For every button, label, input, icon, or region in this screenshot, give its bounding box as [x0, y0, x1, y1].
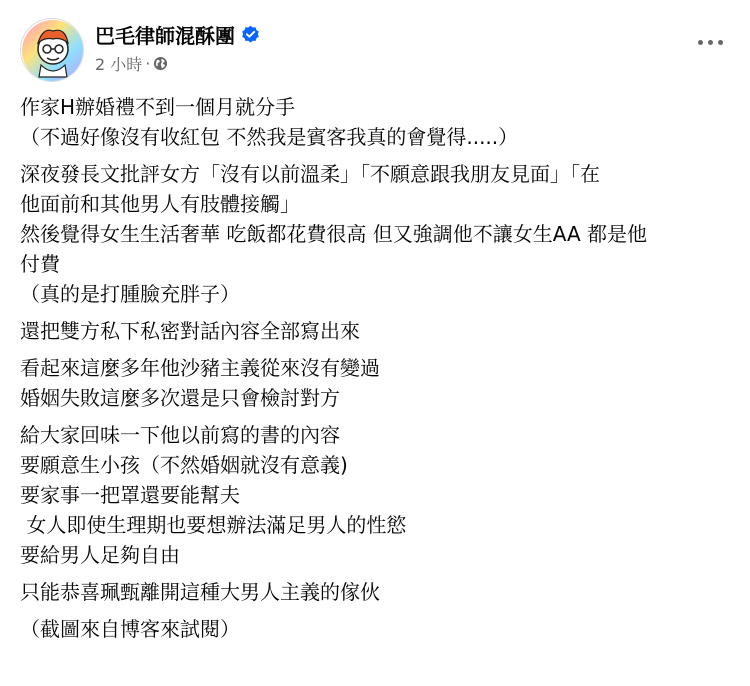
- post-text-line: 婚姻失敗這麼多次還是只會檢討對方: [20, 386, 340, 410]
- verified-badge-icon: [241, 25, 260, 44]
- post-text-line: （不過好像沒有收紅包 不然我是賓客我真的會覺得.....）: [20, 125, 519, 149]
- page-name-link[interactable]: [95, 20, 260, 49]
- more-options-button[interactable]: [690, 32, 730, 52]
- post-text-line: 要給男人足夠自由: [20, 543, 180, 567]
- post-paragraph: [20, 316, 735, 346]
- post-text-line: 只能恭喜珮甄離開這種大男人主義的傢伙: [20, 580, 380, 604]
- meta-separator: ·: [145, 54, 151, 73]
- globe-icon[interactable]: [153, 56, 168, 71]
- page-avatar[interactable]: [20, 18, 84, 82]
- post-text-line: 然後覺得女生生活奢華 吃飯都花費很高 但又強調他不讓女生AA 都是他: [20, 222, 647, 246]
- post-header: [20, 18, 730, 82]
- post-text-line: 深夜發長文批評女方「沒有以前溫柔」「不願意跟我朋友見面」「在: [20, 162, 600, 186]
- post-text-line: 還把雙方私下私密對話內容全部寫出來: [20, 319, 360, 343]
- post-body: [20, 92, 735, 651]
- post-text-line: 作家H辦婚禮不到一個月就分手: [20, 95, 296, 119]
- post-paragraph: [20, 353, 735, 413]
- post-text-line: 給大家回味一下他以前寫的書的內容: [20, 423, 340, 447]
- post-timestamp[interactable]: 2 小時: [95, 55, 143, 74]
- more-options-icon: [698, 40, 703, 45]
- post-meta: [95, 52, 168, 75]
- post-text-line: 要願意生小孩（不然婚姻就沒有意義): [20, 453, 348, 477]
- post-text-line: 他面前和其他男人有肢體接觸」: [20, 192, 300, 216]
- post-paragraph: [20, 92, 735, 152]
- post-paragraph: [20, 614, 735, 644]
- post-text-line: （截圖來自博客來試閱）: [20, 617, 240, 641]
- post-paragraph: [20, 577, 735, 607]
- post-paragraph: [20, 159, 735, 309]
- post-text-line: 要家事一把罩還要能幫夫: [20, 483, 240, 507]
- post-paragraph: [20, 420, 735, 570]
- post-text-line: 付費: [20, 252, 60, 276]
- post-text-line: （真的是打腫臉充胖子）: [20, 282, 240, 306]
- post-text-line: 女人即使生理期也要想辦法滿足男人的性慾: [20, 513, 407, 537]
- post-text-line: 看起來這麼多年他沙豬主義從來沒有變過: [20, 356, 380, 380]
- page-name[interactable]: 巴毛律師混酥團: [95, 24, 235, 48]
